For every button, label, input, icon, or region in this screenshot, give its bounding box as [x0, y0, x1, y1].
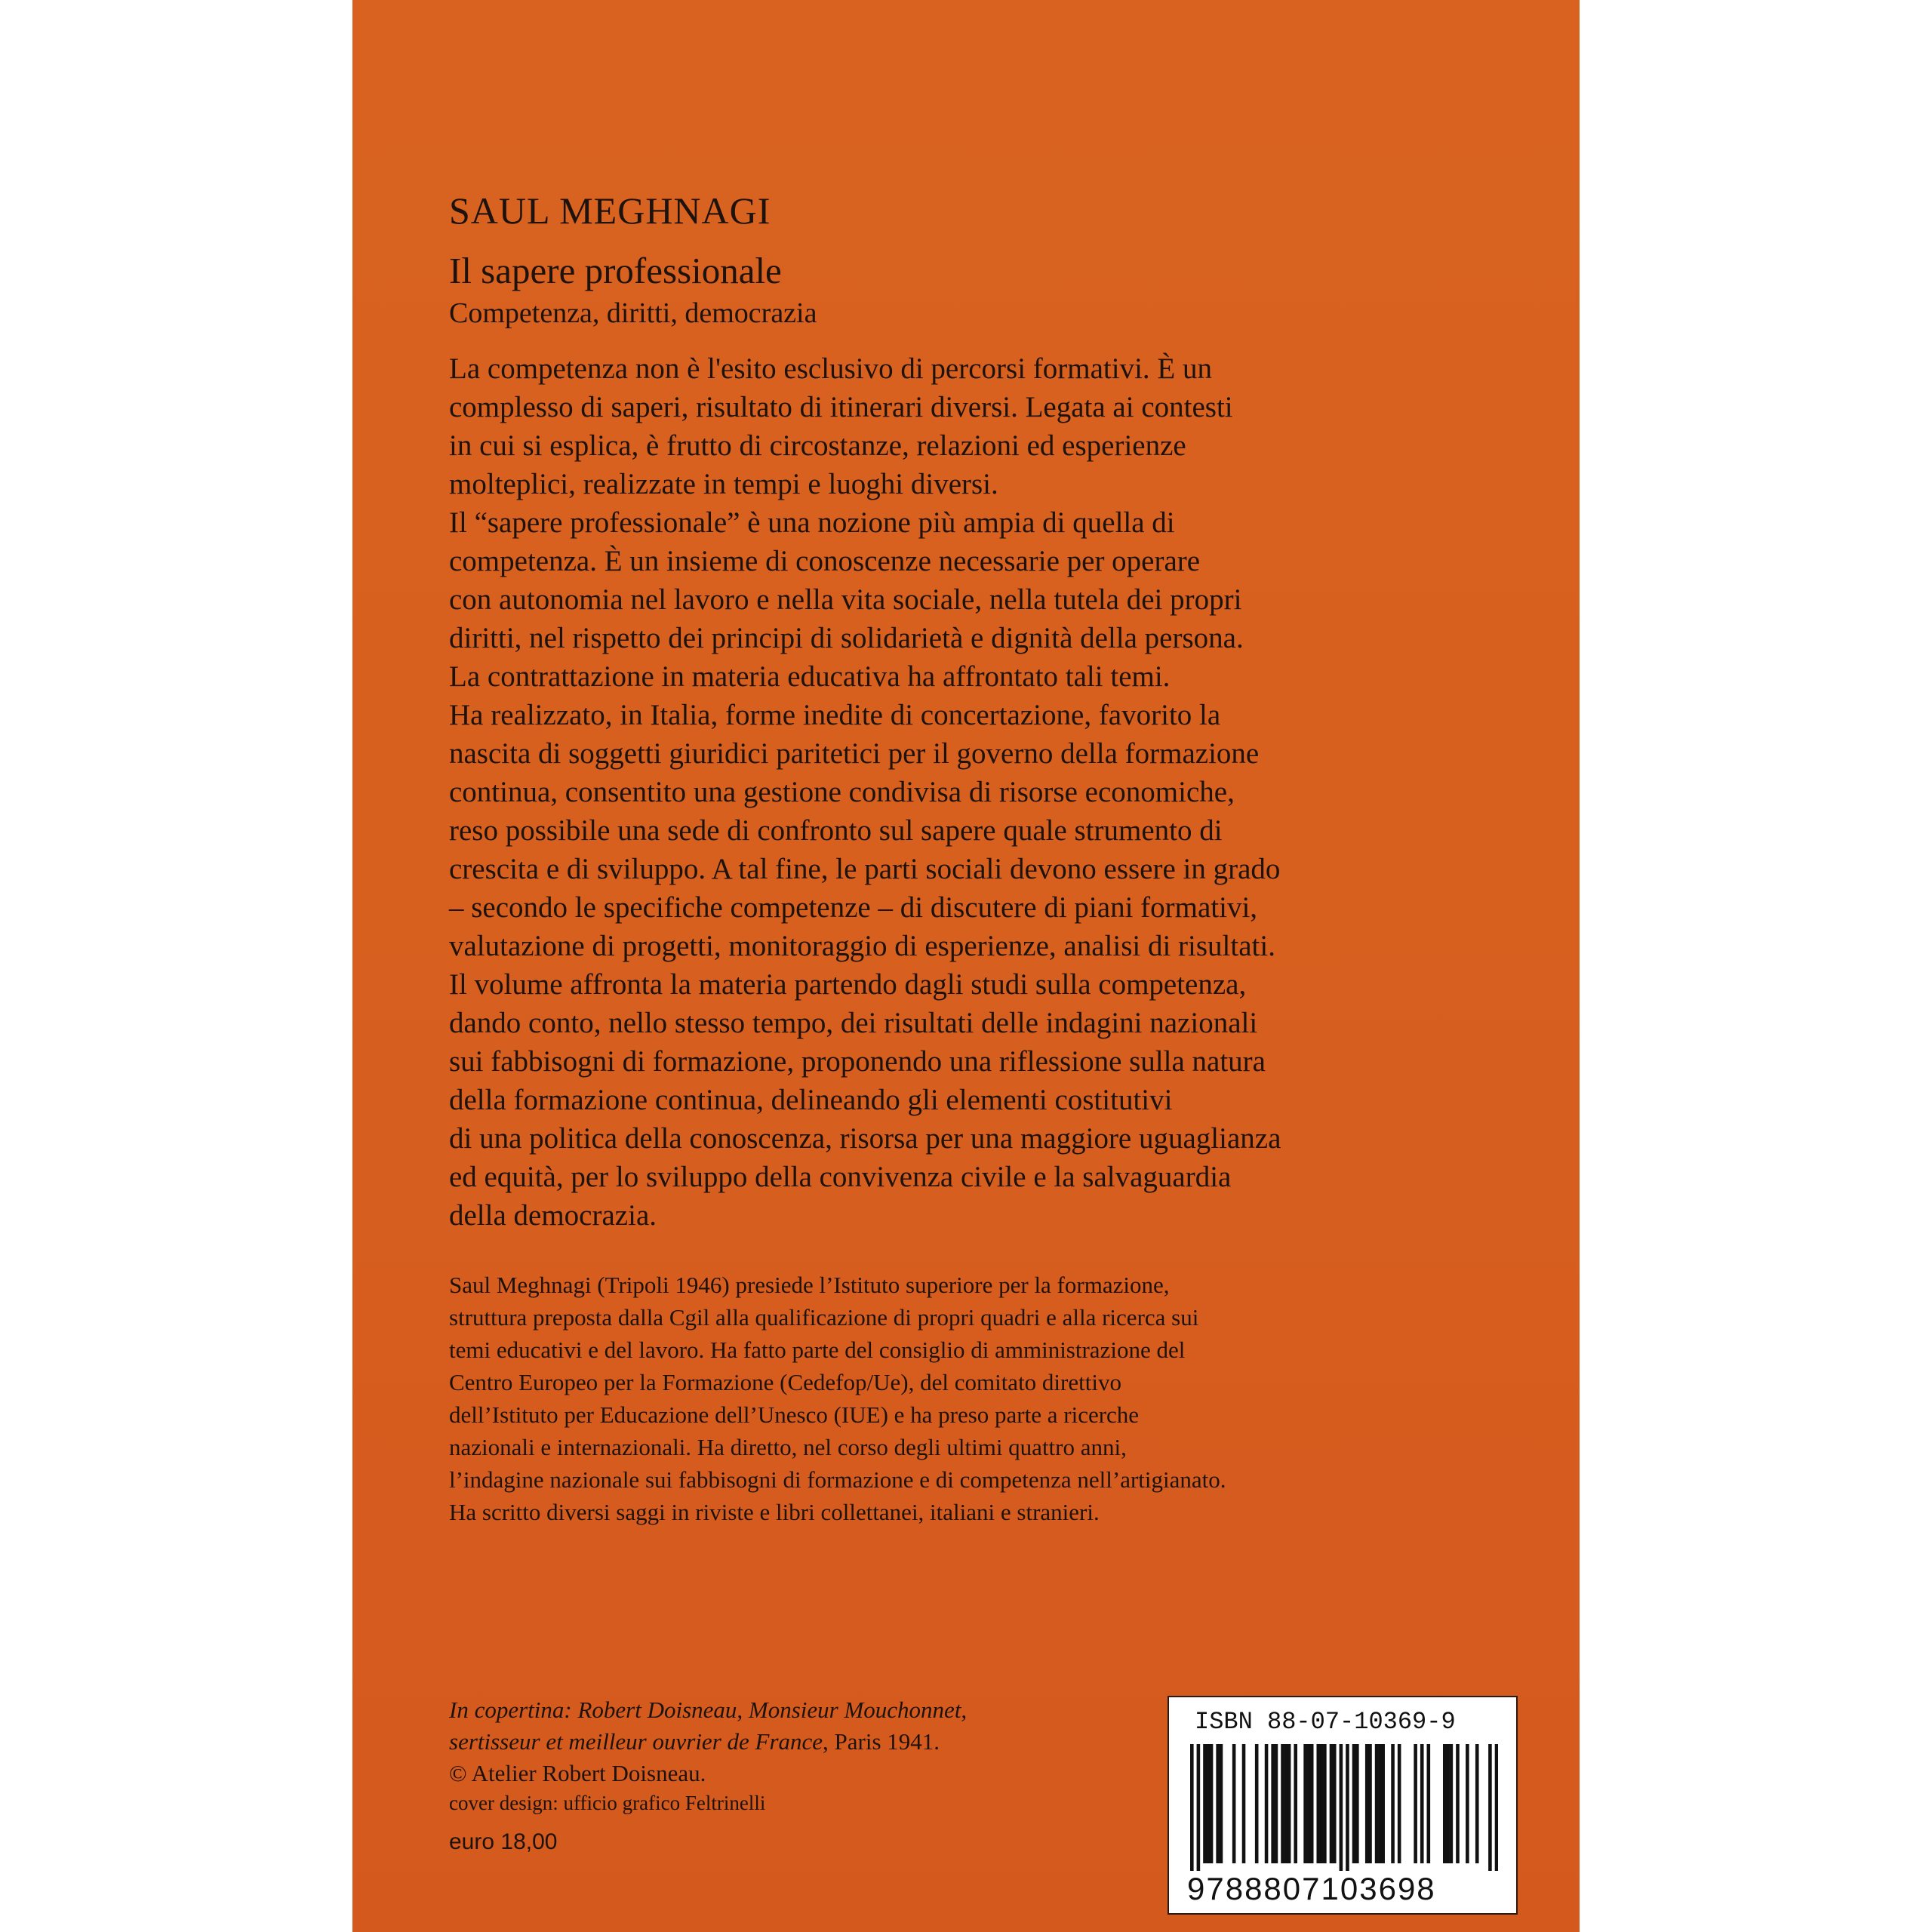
barcode-bar — [1420, 1744, 1424, 1863]
description-line: con autonomia nel lavoro e nella vita sociale, nella tutela dei propri — [449, 583, 1242, 616]
barcode-bar — [1398, 1744, 1401, 1863]
bio-line: Centro Europeo per la Formazione (Cedefop/Ue), del comitato direttivo — [449, 1369, 1121, 1395]
barcode-bar — [1320, 1744, 1324, 1863]
back-cover — [352, 0, 1580, 1932]
barcode-bar — [1275, 1744, 1278, 1863]
barcode-bar — [1197, 1744, 1201, 1871]
barcode-bar — [1456, 1744, 1460, 1863]
credit-text: sertisseur et meilleur ouvrier de France — [449, 1728, 823, 1755]
barcode-bar — [1355, 1744, 1359, 1863]
barcode-bar — [1446, 1744, 1450, 1863]
description-line: sui fabbisogni di formazione, proponendo una riflessione sulla natura — [449, 1045, 1266, 1078]
description-line: Il “sapere professionale” è una nozione più ampia di quella di — [449, 506, 1175, 539]
barcode-bar — [1427, 1744, 1431, 1863]
author-name: SAUL MEGHNAGI — [449, 189, 771, 232]
barcode-bar — [1220, 1744, 1223, 1863]
credit-line: © Atelier Robert Doisneau. — [449, 1760, 706, 1786]
barcode-bar — [1378, 1744, 1382, 1863]
description-line: competenza. È un insieme di conoscenze necessarie per operare — [449, 545, 1201, 577]
description-line: della formazione continua, delineando gli elementi costitutivi — [449, 1084, 1173, 1116]
barcode-bar — [1368, 1744, 1372, 1863]
bio-line: Saul Meghnagi (Tripoli 1946) presiede l’Istituto superiore per la formazione, — [449, 1272, 1170, 1298]
barcode-bar — [1365, 1744, 1369, 1863]
barcode-bar — [1281, 1744, 1284, 1863]
barcode-bar — [1340, 1744, 1343, 1871]
description-line: ed equità, per lo sviluppo della convivenza civile e la salvaguardia — [449, 1161, 1232, 1193]
barcode-bar — [1443, 1744, 1447, 1863]
cover-design-credit: cover design: ufficio grafico Feltrinelli — [449, 1792, 766, 1814]
description-line: nascita di soggetti giuridici paritetici per il governo della formazione — [449, 737, 1260, 770]
barcode-bar — [1265, 1744, 1269, 1863]
barcode-bar — [1206, 1744, 1210, 1863]
credit-text: In copertina: Robert Doisneau, Monsieur Mouchonnet, — [449, 1697, 968, 1723]
bio-line: Ha scritto diversi saggi in riviste e libri collettanei, italiani e stranieri. — [449, 1499, 1100, 1525]
barcode-bar — [1466, 1744, 1469, 1863]
isbn-label: ISBN 88-07-10369-9 — [1195, 1708, 1456, 1736]
barcode-bar — [1307, 1744, 1311, 1863]
description-line: crescita e di sviluppo. A tal fine, le parti sociali devono essere in grado — [449, 853, 1281, 885]
barcode-bar — [1284, 1744, 1288, 1863]
barcode-bar — [1414, 1744, 1417, 1863]
description-line: diritti, nel rispetto dei principi di solidarietà e dignità della persona. — [449, 622, 1244, 654]
barcode-bar — [1287, 1744, 1291, 1863]
barcode-bar — [1475, 1744, 1479, 1863]
barcode-bar — [1381, 1744, 1385, 1863]
description-line: Ha realizzato, in Italia, forme inedite di concertazione, favorito la — [449, 699, 1221, 731]
barcode-bar — [1255, 1744, 1259, 1863]
ean-number: 9788807103698 — [1187, 1871, 1436, 1906]
bio-line: nazionali e internazionali. Ha diretto, nel corso degli ultimi quattro anni, — [449, 1434, 1127, 1460]
book-subtitle: Competenza, diritti, democrazia — [449, 297, 817, 329]
barcode-bar — [1333, 1744, 1337, 1863]
barcode — [1190, 1744, 1498, 1871]
description-line: complesso di saperi, risultato di itinerari diversi. Legata ai contesti — [449, 391, 1233, 423]
description-line: – secondo le specifiche competenze – di discutere di piani formativi, — [449, 891, 1258, 924]
book-title: Il sapere professionale — [449, 250, 782, 291]
barcode-bar — [1271, 1744, 1275, 1863]
barcode-bar — [1203, 1744, 1207, 1863]
barcode-bar — [1216, 1744, 1220, 1863]
credit-text: , Paris 1941. — [823, 1728, 940, 1755]
barcode-bar — [1323, 1744, 1327, 1863]
barcode-bar — [1488, 1744, 1492, 1871]
barcode-bar — [1190, 1744, 1194, 1871]
isbn-barcode-box — [1168, 1696, 1518, 1915]
bio-line: dell’Istituto per Educazione dell’Unesco (IUE) e ha preso parte a ricerche — [449, 1401, 1140, 1428]
bio-line: struttura preposta dalla Cgil alla qualificazione di propri quadri e alla ricerca sui — [449, 1304, 1199, 1331]
description-line: in cui si esplica, è frutto di circostanze, relazioni ed esperienze — [449, 429, 1186, 462]
barcode-bar — [1310, 1744, 1314, 1863]
barcode-bar — [1330, 1744, 1334, 1863]
bio-line: temi educativi e del lavoro. Ha fatto parte del consiglio di amministrazione del — [449, 1337, 1186, 1363]
barcode-bar — [1210, 1744, 1214, 1863]
barcode-bar — [1346, 1744, 1349, 1871]
barcode-bar — [1242, 1744, 1246, 1863]
description-line: dando conto, nello stesso tempo, dei risultati delle indagini nazionali — [449, 1007, 1258, 1039]
description-line: continua, consentito una gestione condivisa di risorse economiche, — [449, 776, 1235, 808]
barcode-bar — [1294, 1744, 1297, 1863]
barcode-bar — [1352, 1744, 1356, 1863]
bio-line: l’indagine nazionale sui fabbisogni di formazione e di competenza nell’artigianato. — [449, 1466, 1226, 1493]
description-line: di una politica della conoscenza, risorsa per una maggiore uguaglianza — [449, 1122, 1281, 1155]
barcode-bar — [1375, 1744, 1379, 1863]
credit-line — [449, 1697, 967, 1724]
barcode-bar — [1232, 1744, 1236, 1863]
description-line: reso possibile una sede di confronto sul sapere quale strumento di — [449, 814, 1223, 847]
description-line: La competenza non è l'esito esclusivo di percorsi formativi. È un — [449, 352, 1212, 385]
price: euro 18,00 — [449, 1829, 558, 1854]
description-line: della democrazia. — [449, 1199, 657, 1232]
barcode-bar — [1316, 1744, 1320, 1863]
barcode-bar — [1495, 1744, 1498, 1871]
barcode-bar — [1450, 1744, 1454, 1863]
description-line: molteplici, realizzate in tempi e luoghi diversi. — [449, 468, 998, 500]
description-line: La contrattazione in materia educativa ha affrontato tali temi. — [449, 660, 1171, 693]
barcode-bar — [1303, 1744, 1307, 1863]
credit-line — [449, 1728, 940, 1755]
description-line: valutazione di progetti, monitoraggio di esperienze, analisi di risultati. — [449, 930, 1275, 962]
barcode-bar — [1391, 1744, 1395, 1863]
description-line: Il volume affronta la materia partendo dagli studi sulla competenza, — [449, 968, 1247, 1001]
